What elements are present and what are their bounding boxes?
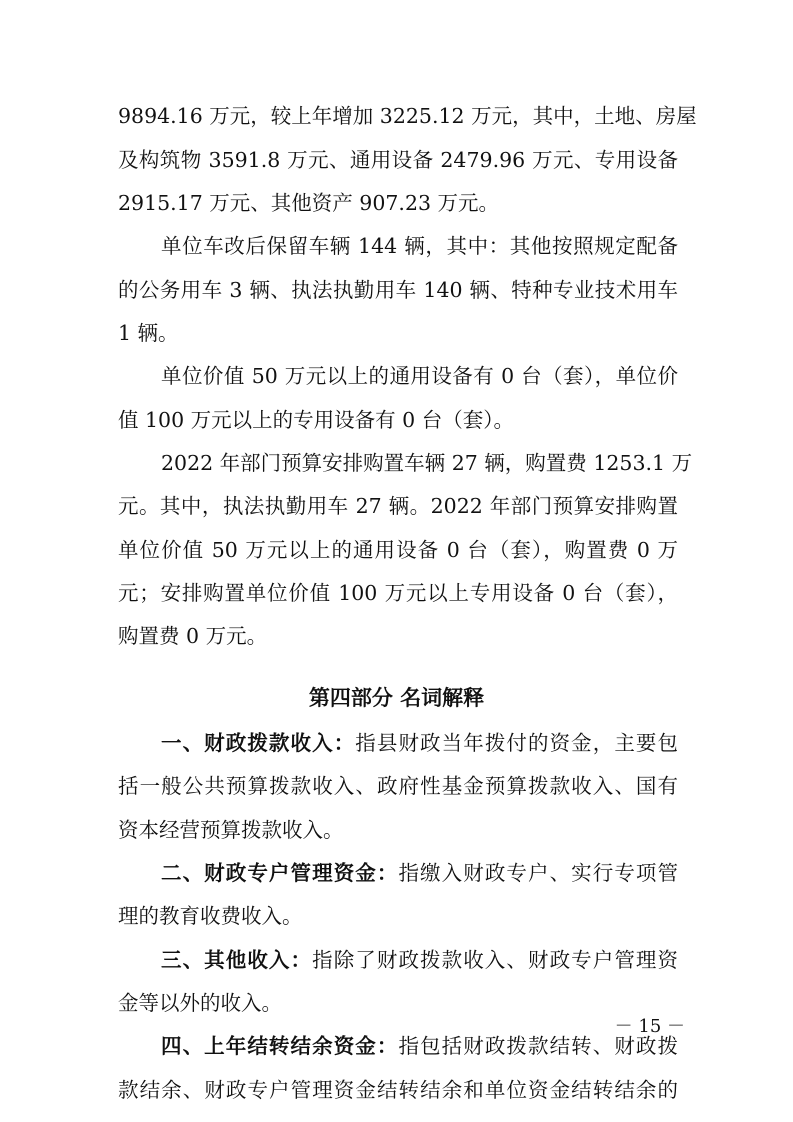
section-heading: 第四部分 名词解释	[308, 686, 485, 710]
body-text-line: 单位车改后保留车辆 144 辆，其中：其他按照规定配备	[161, 234, 678, 258]
definition-text: 指包括财政拨款结转、财政拨	[398, 1034, 679, 1058]
body-text-line: 元。其中，执法执勤用车 27 辆。2022 年部门预算安排购置	[118, 494, 678, 518]
definition-line: 括一般公共预算拨款收入、政府性基金预算拨款收入、国有	[118, 774, 678, 798]
definition-term: 一、财政拨款收入：	[161, 731, 356, 755]
body-text-line: 1 辆。	[118, 321, 179, 345]
definition-term: 二、财政专户管理资金：	[161, 861, 399, 885]
definition-term: 四、上年结转结余资金：	[161, 1034, 399, 1058]
definition-line	[161, 1028, 678, 1064]
definition-line: 款结余、财政专户管理资金结转结余和单位资金结转结余的	[118, 1078, 678, 1102]
body-text-line: 9894.16 万元，较上年增加 3225.12 万元，其中，土地、房屋	[118, 104, 697, 128]
body-text-line: 2915.17 万元、其他资产 907.23 万元。	[118, 191, 500, 215]
definition-term: 三、其他收入：	[161, 948, 313, 972]
definition-text: 指缴入财政专户、实行专项管	[398, 861, 679, 885]
body-text-line: 及构筑物 3591.8 万元、通用设备 2479.96 万元、专用设备	[118, 148, 678, 172]
body-text-line: 单位价值 50 万元以上的通用设备 0 台（套），购置费 0 万	[118, 538, 678, 562]
body-text-line: 值 100 万元以上的专用设备有 0 台（套）。	[118, 408, 514, 432]
definition-line	[161, 942, 678, 978]
definition-line: 理的教育收费收入。	[118, 904, 303, 928]
body-text-line: 的公务用车 3 辆、执法执勤用车 140 辆、特种专业技术用车	[118, 278, 678, 302]
body-text-line: 2022 年部门预算安排购置车辆 27 辆，购置费 1253.1 万	[161, 451, 693, 475]
body-text-line: 购置费 0 万元。	[118, 624, 268, 648]
definition-line: 金等以外的收入。	[118, 991, 282, 1015]
definition-text: 指除了财政拨款收入、财政专户管理资	[312, 948, 678, 972]
definition-line	[161, 725, 678, 761]
body-text-line: 元；安排购置单位价值 100 万元以上专用设备 0 台（套），	[118, 581, 678, 605]
definition-line: 资本经营预算拨款收入。	[118, 818, 344, 842]
body-text-line: 单位价值 50 万元以上的通用设备有 0 台（套），单位价	[161, 364, 678, 388]
definition-line	[161, 855, 678, 891]
definition-text: 指县财政当年拨付的资金，主要包	[355, 731, 679, 755]
page-number: － 15 －	[614, 1016, 685, 1037]
